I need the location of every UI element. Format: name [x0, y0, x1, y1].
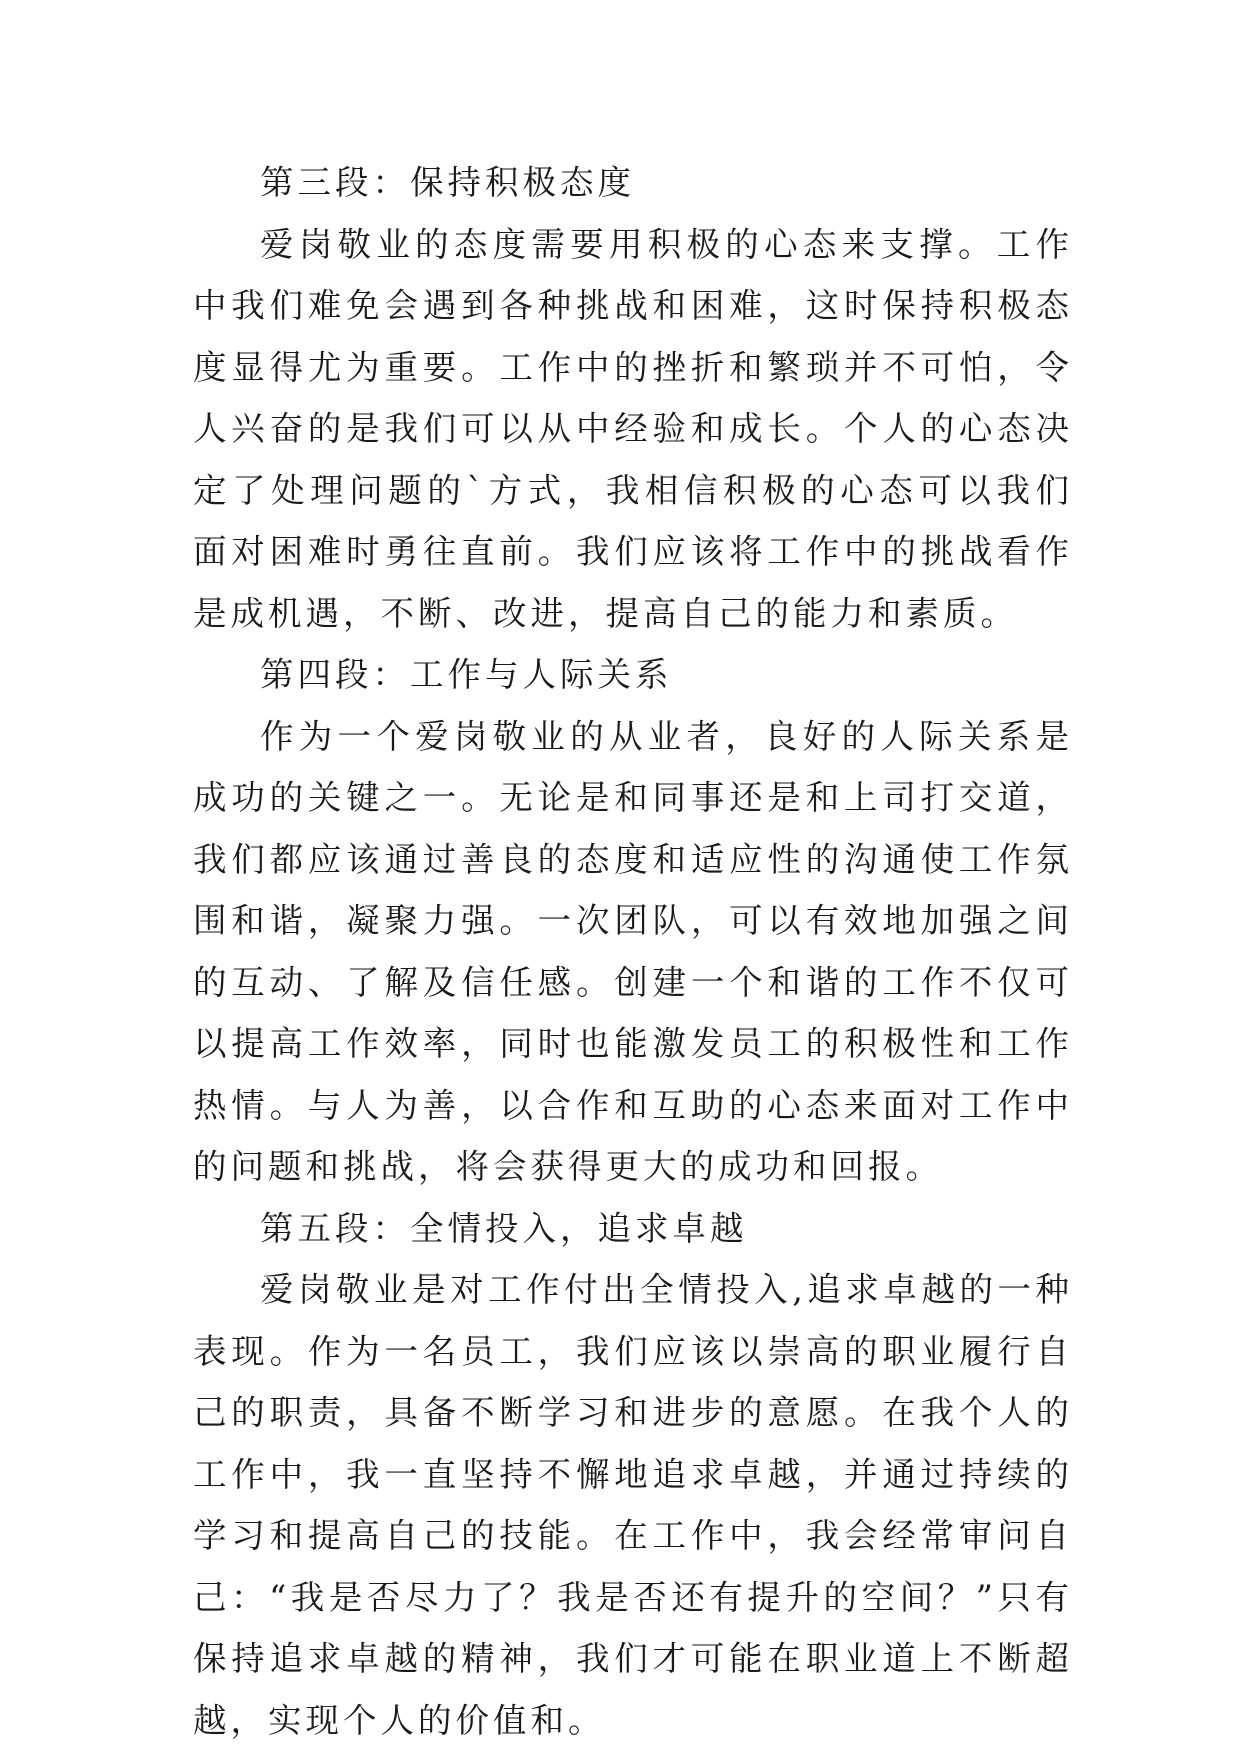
- paragraph-positive-attitude: 爱岗敬业的态度需要用积极的心态来支撑。工作中我们难免会遇到各种挑战和困难，这时保持积极态度显得尤为重要。工作中的挫折和繁琐并不可怕，令人兴奋的是我们可以从中经验和成长。个人的心态决定了处理问题的`方式，我相信积极的心态可以我们面对困难时勇往直前。我们应该将工作中的挑战看作是成机遇，不断、改进，提高自己的能力和素质。: [193, 224, 1073, 633]
- document-body: [193, 152, 1073, 1751]
- section-heading-5: 第五段：全情投入，追求卓越: [260, 1208, 748, 1248]
- paragraph-excellence: 爱岗敬业是对工作付出全情投入,追求卓越的一种表现。作为一名员工，我们应该以崇高的职业履行自己的职责，具备不断学习和进步的意愿。在我个人的工作中，我一直坚持不懈地追求卓越，并通过持续的学习和提高自己的技能。在工作中，我会经常审问自己：“我是否尽力了？我是否还有提升的空间？”只有保持追求卓越的精神，我们才可能在职业道上不断超越，实现个人的价值和。: [193, 1270, 1073, 1740]
- section-heading-3: 第三段：保持积极态度: [260, 163, 635, 202]
- section-heading-4: 第四段：工作与人际关系: [260, 655, 673, 694]
- paragraph-interpersonal: 作为一个爱岗敬业的从业者，良好的人际关系是成功的关键之一。无论是和同事还是和上司打交道，我们都应该通过善良的态度和适应性的沟通使工作氛围和谐，凝聚力强。一次团队，可以有效地加强之间的互动、了解及信任感。创建一个和谐的工作不仅可以提高工作效率，同时也能激发员工的积极性和工作热情。与人为善，以合作和互助的心态来面对工作中的问题和挑战，将会获得更大的成功和回报。: [193, 716, 1073, 1186]
